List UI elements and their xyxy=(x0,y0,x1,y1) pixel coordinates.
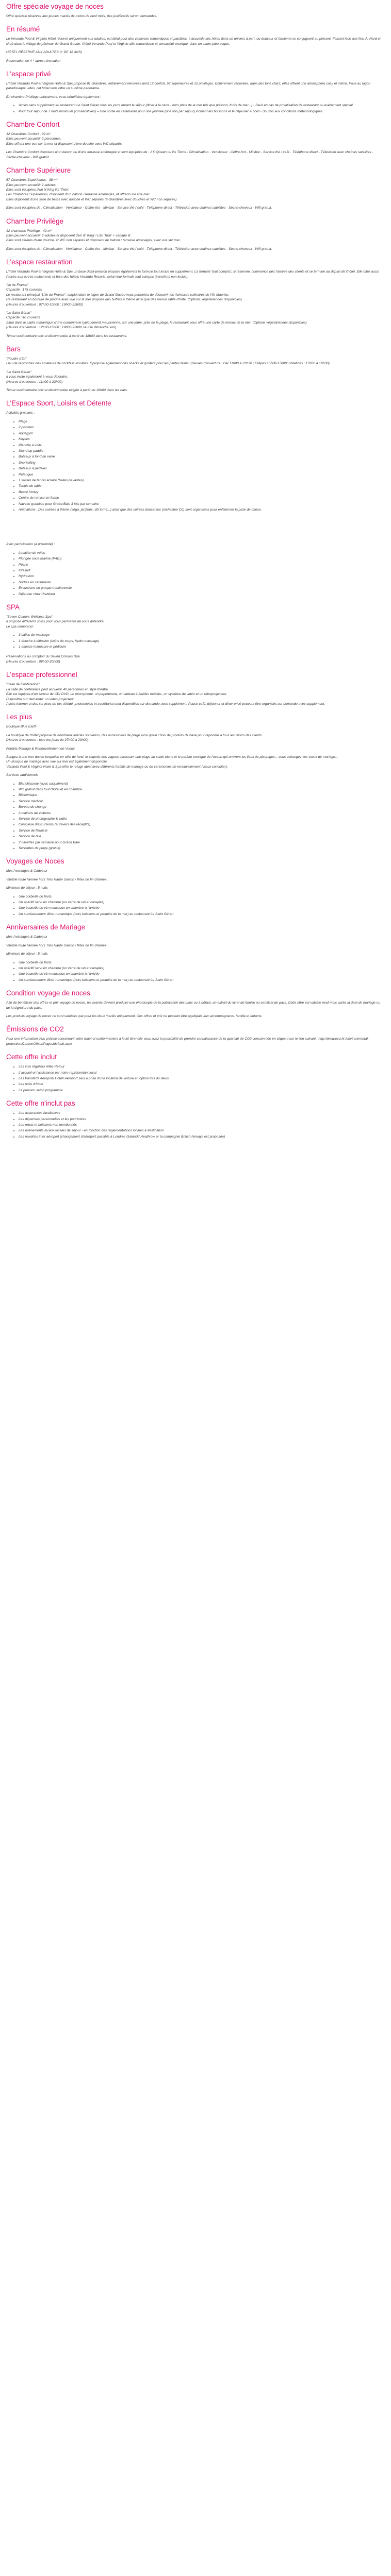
list-item: • Blanchisserie (avec supplément) xyxy=(19,782,385,786)
section-title: L'espace professionnel xyxy=(6,671,77,679)
excluded-list xyxy=(6,1111,385,1139)
paragraph: Elles sont équipées de : Climatisation - Ventilateur - Coffre-fort - Minibar - Service thé / café - Téléphone direct - Télévision avec chaînes satellites - Sèche-cheveux - Wifi gratuit. xyxy=(6,247,272,251)
list-item: • 2 piscines xyxy=(19,425,385,430)
section-restauration xyxy=(6,258,385,338)
paragraph: Réservation en 4 * après rénovation xyxy=(6,59,61,63)
paragraph: Valable toute l'année hors Très Haute Saison / fêtes de fin d'année : xyxy=(6,877,109,882)
bar-name: "Poudre d'Or" xyxy=(6,357,27,361)
list-item: • Tennis de table xyxy=(19,484,385,488)
list-item: • Une bouteille de vin mousseux en chambre à l'arrivée xyxy=(19,972,385,976)
list-item: • Aquagym xyxy=(19,431,385,436)
paragraph: Un kiosque de mariage avec vue sur mer est également disponible. xyxy=(6,760,108,764)
list-item: • Pêche xyxy=(19,563,385,567)
list-item: • 1 terrain de tennis éclairé (balles payantes) xyxy=(19,478,385,483)
list-item: • Bibliothèque xyxy=(19,793,385,798)
paragraph: "Salle de Conférence" xyxy=(6,683,40,687)
section-resume xyxy=(6,25,385,63)
paragraph: Minimum de séjour : 5 nuits xyxy=(6,952,48,956)
section-title: Bars xyxy=(6,345,21,353)
bar-name: "Le Saint Géran" xyxy=(6,370,32,374)
paragraph: Elles disposent d'une salle de bains avec douche et WC séparés (6 chambres avec douches et WC non séparés) xyxy=(6,197,177,201)
list-item: • Service de fleuriste xyxy=(19,828,385,833)
services-list xyxy=(6,782,385,851)
paragraph: Les Chambres Supérieures, disposent d'un balcon / terrasse aménagés, et offrent une vue mer. xyxy=(6,193,151,197)
list-item: • Les dépenses personnelles et les pourboires xyxy=(19,1117,385,1122)
section-title: L'espace privé xyxy=(6,70,51,78)
list-item: • Centre de remise en forme xyxy=(19,496,385,500)
paragraph: Il propose différents soins pour vous permettre de vous détendre. xyxy=(6,620,105,624)
section-title: Voyages de Noces xyxy=(6,857,64,866)
paragraph: Elle est équipée d'un lecteur de CD/ DVD, un microphone, un paperboard, un tableau à feuilles mobiles, un système de vidéo et un rétroprojecteur. xyxy=(6,692,227,697)
section-chambre-superieure xyxy=(6,166,385,210)
section-pro xyxy=(6,670,385,706)
list-item: • Pétanque xyxy=(19,472,385,477)
paragraph: Minimum de séjour : 5 nuits xyxy=(6,886,48,890)
list-item: • Locations de voitures xyxy=(19,811,385,816)
section-title: Chambre Confort xyxy=(6,121,60,129)
list-item: • Les évènements locaux locales de séjour - en fonction des réglementations locales à destination xyxy=(19,1128,385,1133)
list-item: • Un apéritif servi en chambre (un verre de vin et canapés) xyxy=(19,966,385,971)
section-inclut xyxy=(6,1053,385,1093)
list-item: • Kitesurf xyxy=(19,568,385,573)
spa-list xyxy=(6,633,385,649)
section-co2 xyxy=(6,1025,385,1046)
section-chambre-privilege xyxy=(6,217,385,252)
list-item: • Excursions en groupe traditionnelle xyxy=(19,586,385,590)
section-plus xyxy=(6,713,385,851)
paragraph: L'hôtel Veranda Pool et Virginia Hôtel & Spa propose 81 chambres, entièrement rénovées dont 12 confort, 57 supérieures et 12 privilèges. Entièrement rénovées, dans des tons clairs, elles offrent une atmosphère cosy et intime. Face au lagon paradisiaque, elles, cet hôtel vous offre un sublime panorama. xyxy=(6,82,371,91)
paragraph: La boutique de l'hôtel propose de nombreux articles souvenirs, des accessoires de plage ainsi qu'un choix de produits de base pour répondre à tous les désirs des clients. xyxy=(6,733,263,737)
list-item: • Accès sans supplément au restaurant Le Saint Géran tous les jours durant le séjour (diner à la carte - hors plats de la mer tels que poisson, fruits de mer...) - Seuil en cas de privatisation de restaurant ou événement spécial xyxy=(19,103,385,108)
section-title: Condition voyage de noces xyxy=(6,989,90,997)
paid-activities-list xyxy=(6,551,385,597)
list-item: • Un surclassement dîner romantique (hors boissons et produits de la mer) au restaurant Le Saint Géran xyxy=(19,912,385,917)
list-item: • Beach Volley xyxy=(19,490,385,495)
paragraph: Valable toute l'année hors Très Haute Saison / fêtes de fin d'année : xyxy=(6,943,109,947)
list-item: • Pour tout séjour de 7 nuits minimum (consécutives) = Une sortie en catamaran pour une journée (une fois par séjour) incluant les boissons et le déjeuner à bord - Soumis aux conditions météorologiques. xyxy=(19,109,385,114)
section-spa xyxy=(6,603,385,664)
list-item: • Bureau de change xyxy=(19,805,385,809)
list-item: • Une bouteille de vin mousseux en chambre à l'arrivée xyxy=(19,906,385,910)
section-exclut xyxy=(6,1099,385,1139)
bar-hours: (Heures d'ouverture : 11h00 à 23h00) xyxy=(6,380,63,384)
paragraph: Forfaits Mariage & Renouvellement de Voeux xyxy=(6,747,75,751)
paragraph: Afin de bénéficier des offres et prix voyage de noces, les mariés devront produire une photocopie de la publication des bans ou à défaut, un extrait du livret de famille ou certificat de pacs. Cette offre est valable neuf mois après la date de mariage ou de la signature du pacs. xyxy=(6,1001,381,1010)
paragraph: Tenue vestimentaire chic et décontractée exigée à partir de 18h00 dans les bars. xyxy=(6,388,128,393)
restaurant-description: Situé dans le cadre romantique d'une cordonnerie typiquement mauricienne, sur une jetée, près de la plage, le restaurant vous offre une carte de menus de la mer. (Options végétariennes disponibles) xyxy=(6,320,307,325)
list-item: • Animations : Des soirées à thème (séga, jardinés, sfii torné...) ainsi que des soirées dansantes (orchestre/ DJ) sont organisées pour enflammer la piste de danse. xyxy=(19,507,385,512)
paragraph: Les Chambre Confort disposent d'un balcon ou d'une terrasse aménagée et sont équipées de : 1 lit Queen ou lits Twins - Climatisation - Ventilateur - Coffre-fort - Minibar - Service thé / café - Téléphone direct - Télévision avec chaînes satellites - Sèche-cheveux - Wifi gratuit xyxy=(6,150,373,159)
list-item: • Service de taxi xyxy=(19,834,385,839)
paragraph: Mes Avantages & Cadeaux xyxy=(6,935,47,939)
list-item: • Une corbeille de fruits xyxy=(19,894,385,899)
section-title: Chambre Supérieure xyxy=(6,166,71,175)
restaurant-description: Ce restaurant en bordure de piscine avec vue sur la mer propose des buffets à thème ainsi que des menus table d'hôte. (Options végétariennes disponibles) xyxy=(6,298,242,302)
restaurant-hours: (Heures d'ouverture : 07h00-10h00 ; 19h00-22h00) xyxy=(6,302,83,307)
section-sport xyxy=(6,399,385,597)
paragraph: 12 Chambres Confort - 32 m² xyxy=(6,132,51,137)
paragraph: Mes Avantages & Cadeaux xyxy=(6,869,47,873)
paragraph: Elles sont situées d'une douche, et WC non séparés et disposent de balcon / terrasse aménagés, avec vue sur mer. xyxy=(6,239,181,243)
bullet-list xyxy=(6,103,385,114)
section-title: L'Espace Sport, Loisirs et Détente xyxy=(6,399,111,408)
list-item: • La pension selon programme xyxy=(19,1088,385,1093)
paragraph: 12 chambres Privilège - 42 m² xyxy=(6,229,52,233)
list-item: • Snorkelling xyxy=(19,461,385,465)
section-title: SPA xyxy=(6,603,20,612)
paragraph: (Heures d'ouverture : 08h00-20h00) xyxy=(6,659,60,664)
section-title: En résumé xyxy=(6,25,40,33)
list-item: • Bateaux à fond de verre xyxy=(19,454,385,459)
paragraph: Elles sont équipées de : Climatisation - Ventilateur - Coffre-fort - Minibar - Service thé / café - Téléphone direct - Télévision avec chaînes satellites - Sèche-cheveux - Wifi gratuit. xyxy=(6,206,272,210)
list-item: • L'accueil et l'assistance par notre représentant local xyxy=(19,1071,385,1075)
list-item: • Un apéritif servi en chambre (un verre de vin et canapés) xyxy=(19,900,385,905)
section-chambre-confort xyxy=(6,120,385,160)
paragraph: Tenue vestimentaire chic et décontractée à partir de 18h00 dans les restaurants. xyxy=(6,334,127,338)
spacer xyxy=(6,517,385,542)
paragraph: L'hôtel Veranda Pool et Virginia Hôtel & Spa un base demi-pension propose également la formule tout inclus en supplément. La formule 'tout compris', si réservée, commence dès l'arrivée des clients et se termine au départ de l'hôtel. Elle offre aussi l'accès aux autres restaurants et bars des hôtels Veranda Resorts, selon leur formule tout compris (transferts non inclus). xyxy=(6,270,379,279)
restaurant-capacity: Capacité : 175 couverts xyxy=(6,288,42,292)
bar-description: Lieu de rencontres des amateurs de cocktails insolites. Il propose également des snacks et goûters pour les petites faims. (Heures d'ouverture : Bar 11h00 à 23h30 ; Crêpes 15h00-17h00; collations : 17h00 à 18h30) xyxy=(6,362,330,366)
restaurant-name: "Ile de France" xyxy=(6,283,29,287)
paragraph: Activités gratuites : xyxy=(6,411,35,415)
list-item: • Navette gratuites pour Grabd Baie 3 fois par semaine xyxy=(19,502,385,506)
list-item: • Bateaux à pédales xyxy=(19,466,385,471)
paragraph: Songez à une mer douce turquoise en toile de fond, le clapotis des vagues caressant une plage au sable blanc et le parfum exotique de l'océan qui enivrent les lieux de pâturages... vous échangez vos vœux de mariage... xyxy=(6,755,338,759)
list-item: • Complexe d'excursions (à travers des réceptifs) xyxy=(19,822,385,827)
section-title: Chambre Privilège xyxy=(6,217,64,225)
list-item: • Déjeuner chez l'habitant xyxy=(19,592,385,597)
paragraph: Elles offrent une vue sur la mer et disposent d'une douche avec WC séparés. xyxy=(6,142,123,146)
restaurant-description: Le restaurant principal "L'Ile de France", surplombant le lagon de Grand Gaube vous permettra de découvrir les richesses culinaires de l'île Maurice. xyxy=(6,293,230,297)
page xyxy=(0,0,391,1155)
list-item: • Plongée sous-marine (PADI) xyxy=(19,556,385,561)
list-item: • Les navettes inter aéroport (changement d'aéroport possible à Londres Gatwick/ Heathrow or la compagnie British Airways est proposée) xyxy=(19,1134,385,1139)
list-item: • Service médical xyxy=(19,799,385,804)
list-item: • 1 douche à diffusion (soins du corps, hydro massage) xyxy=(19,639,385,643)
section-title: Émissions de CO2 xyxy=(6,1025,64,1033)
list-item: • Service de photographe & vidéo xyxy=(19,817,385,821)
list-item: • Plage xyxy=(19,419,385,424)
section-title: Cette offre inclut xyxy=(6,1053,57,1061)
list-item: • Serviettes de plage (gratuit) xyxy=(19,846,385,851)
list-item: • Les repas et boissons non mentionnés xyxy=(19,1123,385,1127)
list-item: • 3 salles de massage xyxy=(19,633,385,637)
paragraph: Avec participation (à proximité) : xyxy=(6,543,55,547)
restaurant-capacity: Capacité : 40 couverts xyxy=(6,316,40,320)
paragraph: Le Veranda Pool & Virginia Hôtel réservé uniquement aux adultes, est idéal pour des vacances romantiques et paisibles. Il accueille ses hôtes dans un univers à part, ou douceur et farniente se conjuguent au présent. Faisant face aux îles du Nord et situé dans le village de pêcheur de Grand Gaube, l'hôtel Veranda Pool et Virginie allie romantisme et sensualité exotique, dans un cadre pittoresque. xyxy=(6,37,381,46)
paragraph: Le spa comprend : xyxy=(6,624,35,629)
free-activities-list xyxy=(6,419,385,513)
included-list xyxy=(6,1064,385,1093)
benefits-list xyxy=(6,960,385,983)
list-item: • Les vols réguliers Allée Retour xyxy=(19,1064,385,1069)
restaurant-name: "Le Saint Géran" xyxy=(6,311,32,315)
section-offre xyxy=(6,2,385,19)
section-title: L'espace restauration xyxy=(6,258,73,266)
section-bars xyxy=(6,345,385,393)
list-item: • Wifi gratuit dans tout l'hôtel et en chambre xyxy=(19,787,385,792)
paragraph: (Heures d'ouverture : tous les jours de 07h00 à 20h00) xyxy=(6,738,89,742)
section-title: Cette offre n'inclut pas xyxy=(6,1099,75,1108)
paragraph: Accès internet et des services de fax, télédé, photocopies et secrétariat sont disponibles sur demande avec supplément. Pause café, déjeuner et dîner privé peuvent être organisés sur demande avec supplément. xyxy=(6,702,325,706)
list-item: • Une corbeille de fruits xyxy=(19,960,385,965)
list-item: • Les nuits d'hôtel xyxy=(19,1082,385,1087)
paragraph: La salle de conférence peut accueillir 40 personnes en style théâtre xyxy=(6,687,108,691)
paragraph: Disponible sur demande: un vidéo-projecteur xyxy=(6,697,74,701)
list-item: • Les assurances facultatives xyxy=(19,1111,385,1115)
paragraph: Elles peuvent accueillir 2 personnes. xyxy=(6,137,62,141)
paragraph: Elles sont équipées d'un lit King lits 'Twin'. xyxy=(6,188,70,192)
spa-name: "Seven Colours Wellness Spa" xyxy=(6,615,53,619)
list-item: • Kayaks xyxy=(19,437,385,442)
paragraph: Pour une information plus précise concernant votre trajet et conformément à la loi Grenelle vous avez la possibilité de prendre connaissance de la quantité de CO2 consommée en cliquant sur le lien suivant : http://www.eco.ht /environmental-protection/CarbonOffset/PagesIdefault.aspx xyxy=(6,1037,369,1046)
list-item: • Les transferts Aéroport/ Hôtel/ Aéroport seul à prise d'une location de voiture en option lors du devis xyxy=(19,1076,385,1081)
paragraph: Services additionnels xyxy=(6,773,39,777)
list-item: • Sorties en catamaran xyxy=(19,580,385,585)
paragraph: HÔTEL RÉSERVÉ AUX ADULTES (+ DE 18 ANS) xyxy=(6,50,83,55)
bar-description: Il vous invite également à vous détendre. xyxy=(6,375,68,379)
section-condition xyxy=(6,989,385,1019)
list-item: • 1 espace manucure et pédicure xyxy=(19,645,385,649)
list-item: • Planche à voile xyxy=(19,443,385,448)
list-item: • Un surclassement dîner romantique (hors boissons et produits de la mer) au restaurant Le Saint Géran xyxy=(19,978,385,982)
paragraph: 57 Chambres Supérieures - 38 m² xyxy=(6,178,58,182)
list-item: • Hydravion xyxy=(19,574,385,579)
intro-text: Offre spéciale réservée aux jeunes mariés de moins de neuf mois, des justificatifs seront demandés. xyxy=(6,14,157,18)
section-espace-prive xyxy=(6,70,385,114)
section-title: Les plus xyxy=(6,713,32,721)
list-item: • Stand up paddle xyxy=(19,449,385,453)
paragraph: Elles peuvent accueillir 2 adultes xyxy=(6,183,56,187)
paragraph: Elles peuvent accueillir 2 adultes et disposent d'un lit 'King' / Lits 'Twin' + canapé lit. xyxy=(6,233,132,238)
restaurant-hours: (Heures d'ouverture : 12h00-15h00 ; 19h00-22h00 sauf le dimanche soir) xyxy=(6,326,117,330)
section-voyages-noces xyxy=(6,857,385,917)
section-title: Anniversaires de Mariage xyxy=(6,923,86,931)
section-title: Offre spéciale voyage de noces xyxy=(6,3,104,10)
benefits-list xyxy=(6,894,385,917)
paragraph: Boutique Blue Earth xyxy=(6,725,37,729)
paragraph: En chambre Privilège uniquement, vous bénéficiez également : xyxy=(6,95,102,99)
list-item: • Location de vélos xyxy=(19,551,385,555)
paragraph: Réservations au comptoir du Seven Colours Spa. xyxy=(6,655,81,659)
paragraph: Véranda Pool & Virginia Hotel & Spa offre le refuge idéal avec différents forfaits de mariage ou de cérémonies de renouvellement (vœux consulter). xyxy=(6,765,228,769)
section-anniversaires xyxy=(6,923,385,982)
list-item: • 2 navettes par semaine pour Grand Baie xyxy=(19,840,385,845)
paragraph: Les produits voyage de noces ne sont valables que pour les deux mariés uniquement. Ces offres et prix ne peuvent être appliqués aux accompagnants, famille et enfants. xyxy=(6,1014,263,1018)
